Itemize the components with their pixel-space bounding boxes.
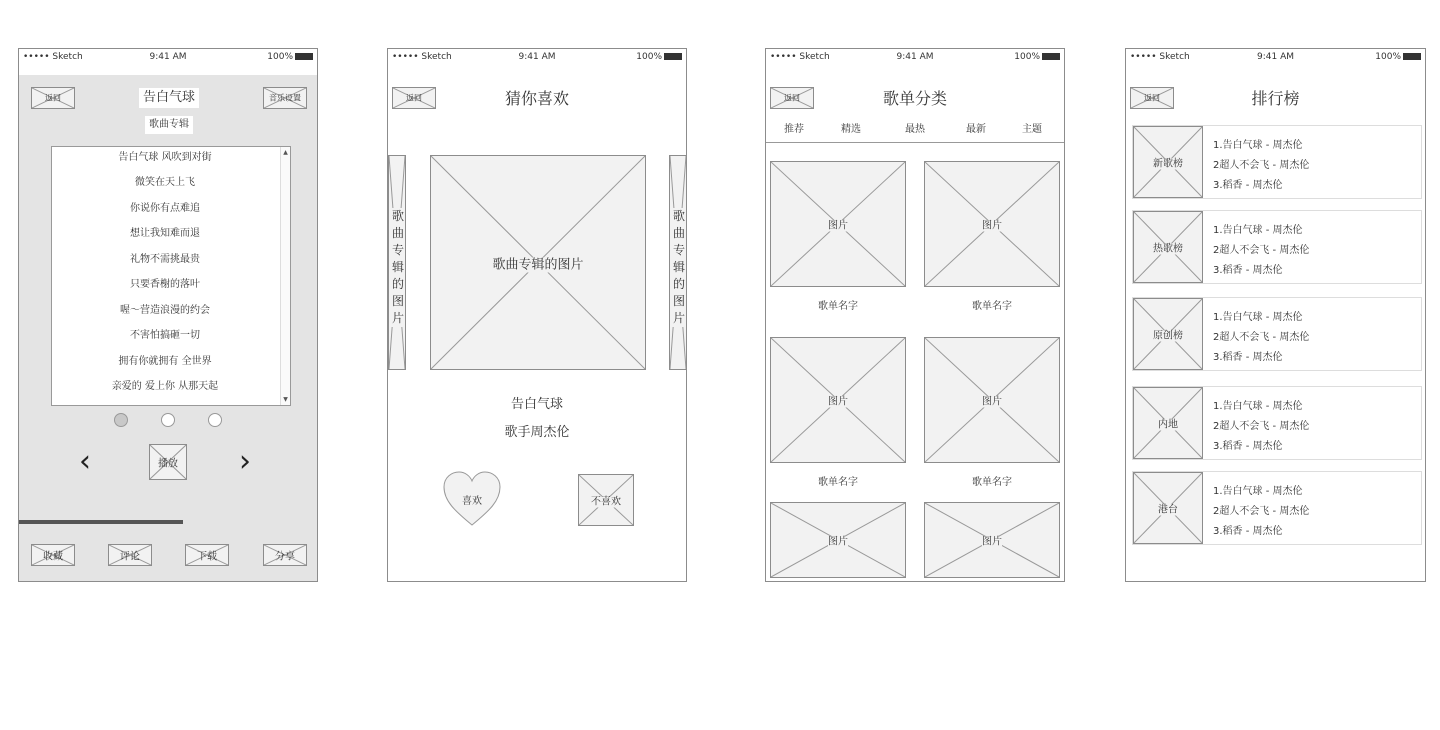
back-button[interactable] [31, 87, 75, 109]
tab-recommended[interactable]: 推荐 [784, 124, 804, 135]
ranking-item: 1.告白气球 - 周杰伦 [1213, 486, 1303, 497]
back-label: 返回 [45, 93, 61, 103]
song-title: 告白气球 [139, 88, 199, 108]
battery-label: 100% [1014, 52, 1040, 62]
chart-cover [1133, 126, 1203, 198]
playlist-name[interactable]: 歌单名字 [818, 301, 858, 312]
battery-label: 100% [267, 52, 293, 62]
next-icon[interactable]: › [239, 444, 251, 479]
categories-screen [765, 48, 1065, 582]
category-tabs [766, 119, 1064, 143]
status-bar [388, 49, 686, 67]
chart-name: 新歌榜 [1153, 158, 1183, 170]
page-dot[interactable] [208, 413, 222, 427]
carrier-label: ••••• Sketch [770, 52, 830, 62]
page-dot[interactable] [161, 413, 175, 427]
chart-cover [1133, 472, 1203, 544]
ranking-item: 1.告白气球 - 周杰伦 [1213, 401, 1303, 412]
carrier-label: ••••• Sketch [392, 52, 452, 62]
ranking-row[interactable] [1132, 125, 1422, 199]
chart-name: 内地 [1158, 419, 1178, 431]
lyric-line: 喔～营造浪漫的约会 [120, 305, 210, 316]
tab-hottest[interactable]: 最热 [905, 124, 925, 135]
chart-cover [1133, 211, 1203, 283]
status-time: 9:41 AM [1257, 52, 1294, 62]
chart-name: 热歌榜 [1153, 243, 1183, 255]
screen-title: 排行榜 [1251, 89, 1300, 108]
image-placeholder-label: 图片 [828, 220, 848, 232]
tab-theme[interactable]: 主题 [1022, 124, 1042, 135]
ranking-item: 1.告白气球 - 周杰伦 [1213, 140, 1303, 151]
ranking-item: 3.稻香 - 周杰伦 [1213, 180, 1283, 191]
playlist-cover[interactable] [924, 502, 1060, 578]
play-button[interactable] [149, 444, 187, 480]
lyric-line: 亲爱的 爱上你 从那天起 [111, 381, 219, 392]
image-placeholder-label: 图片 [828, 396, 848, 408]
screen-title: 歌单分类 [882, 89, 947, 108]
image-placeholder-label: 图片 [982, 220, 1002, 232]
lyric-line: 你说你有点难追 [130, 203, 200, 214]
lyrics-scrollbar[interactable] [280, 147, 290, 405]
lyric-line: 不害怕搞砸一切 [130, 330, 200, 341]
status-time: 9:41 AM [896, 52, 934, 62]
tab-newest[interactable]: 最新 [966, 124, 986, 135]
music-settings-button[interactable] [263, 87, 307, 109]
like-label: 喜欢 [462, 496, 482, 507]
music-settings-label: 音乐设置 [269, 93, 301, 103]
playlist-name[interactable]: 歌单名字 [972, 477, 1012, 488]
chart-cover [1133, 298, 1203, 370]
download-label: 下载 [197, 551, 217, 563]
battery-label: 100% [1375, 52, 1401, 62]
ranking-item: 1.告白气球 - 周杰伦 [1213, 225, 1303, 236]
song-name: 告白气球 [510, 397, 563, 412]
ranking-item: 2超人不会飞 - 周杰伦 [1213, 160, 1310, 171]
ranking-item: 2超人不会飞 - 周杰伦 [1213, 506, 1310, 517]
battery-label: 100% [636, 52, 662, 62]
tab-featured[interactable]: 精选 [841, 124, 861, 135]
ranking-item: 1.告白气球 - 周杰伦 [1213, 312, 1303, 323]
chart-cover [1133, 387, 1203, 459]
ranking-item: 3.稻香 - 周杰伦 [1213, 352, 1283, 363]
page-dot-active[interactable] [114, 413, 128, 427]
previous-icon[interactable]: ‹ [79, 444, 91, 479]
playlist-cover[interactable] [770, 161, 906, 287]
playlist-cover[interactable] [924, 337, 1060, 463]
back-label: 返回 [1144, 93, 1160, 103]
dislike-label: 不喜欢 [591, 496, 621, 508]
comment-button[interactable] [108, 544, 152, 566]
image-placeholder-label: 图片 [982, 396, 1002, 408]
image-placeholder-label: 图片 [982, 536, 1002, 548]
playlist-name[interactable]: 歌单名字 [818, 477, 858, 488]
download-button[interactable] [185, 544, 229, 566]
chart-name: 原创榜 [1153, 330, 1183, 342]
ranking-item: 2超人不会飞 - 周杰伦 [1213, 245, 1310, 256]
battery-icon [295, 53, 313, 60]
album-tag[interactable]: 歌曲专辑 [145, 116, 193, 134]
action-bar [19, 524, 317, 582]
status-bar [1126, 49, 1425, 67]
lyric-line: 微笑在天上飞 [135, 177, 195, 188]
lyric-line: 告白气球 风吹到对街 [118, 152, 212, 163]
ranking-row[interactable] [1132, 471, 1422, 545]
lyric-line: 只要香榭的落叶 [130, 279, 200, 290]
ranking-item: 3.稻香 - 周杰伦 [1213, 265, 1283, 276]
lyric-line: 拥有你就拥有 全世界 [118, 356, 212, 367]
recommend-screen [387, 48, 687, 582]
dislike-button[interactable] [578, 474, 634, 526]
battery-indicator [267, 52, 313, 62]
previous-album-label: 歌曲专辑的图片 [391, 209, 404, 325]
album-image-label: 歌曲专辑的图片 [492, 257, 584, 272]
ranking-item: 3.稻香 - 周杰伦 [1213, 441, 1283, 452]
screen-title: 猜你喜欢 [504, 89, 569, 108]
rankings-screen [1125, 48, 1426, 582]
ranking-item: 2超人不会飞 - 周杰伦 [1213, 421, 1310, 432]
ranking-item: 3.稻香 - 周杰伦 [1213, 526, 1283, 537]
player-screen [18, 48, 318, 582]
lyric-line: 礼物不需挑最贵 [130, 254, 200, 265]
artist-name: 歌手周杰伦 [504, 425, 570, 440]
comment-label: 评论 [120, 551, 140, 563]
status-bar [766, 49, 1064, 67]
play-label: 播放 [158, 458, 178, 470]
ranking-row[interactable] [1132, 386, 1422, 460]
back-label: 返回 [406, 93, 422, 103]
ranking-row[interactable] [1132, 210, 1422, 284]
chart-name: 港台 [1158, 504, 1178, 516]
ranking-item: 2超人不会飞 - 周杰伦 [1213, 332, 1310, 343]
status-time: 9:41 AM [149, 52, 187, 62]
battery-icon [1042, 53, 1060, 60]
battery-indicator [1014, 52, 1060, 62]
share-button[interactable] [263, 544, 307, 566]
image-placeholder-label: 图片 [828, 536, 848, 548]
status-bar [19, 49, 317, 67]
battery-icon [1403, 53, 1421, 60]
playlist-name[interactable]: 歌单名字 [972, 301, 1012, 312]
playlist-cover[interactable] [924, 161, 1060, 287]
next-album-image[interactable] [669, 155, 687, 370]
playlist-cover[interactable] [770, 502, 906, 578]
lyrics-panel[interactable] [51, 146, 291, 406]
back-label: 返回 [784, 93, 800, 103]
favorite-label: 收藏 [43, 551, 63, 563]
carrier-label: ••••• Sketch [23, 52, 83, 62]
ranking-row[interactable] [1132, 297, 1422, 371]
lyric-line: 想让我知难而退 [130, 228, 200, 239]
share-label: 分享 [275, 551, 295, 563]
next-album-label: 歌曲专辑的图片 [672, 209, 685, 325]
battery-indicator [1375, 52, 1421, 62]
scroll-down-icon[interactable]: ▼ [283, 396, 288, 403]
favorite-button[interactable] [31, 544, 75, 566]
album-image[interactable] [430, 155, 646, 370]
playlist-cover[interactable] [770, 337, 906, 463]
carrier-label: ••••• Sketch [1130, 52, 1190, 62]
previous-album-image[interactable] [388, 155, 406, 370]
battery-icon [664, 53, 682, 60]
scroll-up-icon[interactable]: ▲ [283, 149, 288, 156]
battery-indicator [636, 52, 682, 62]
status-time: 9:41 AM [518, 52, 556, 62]
